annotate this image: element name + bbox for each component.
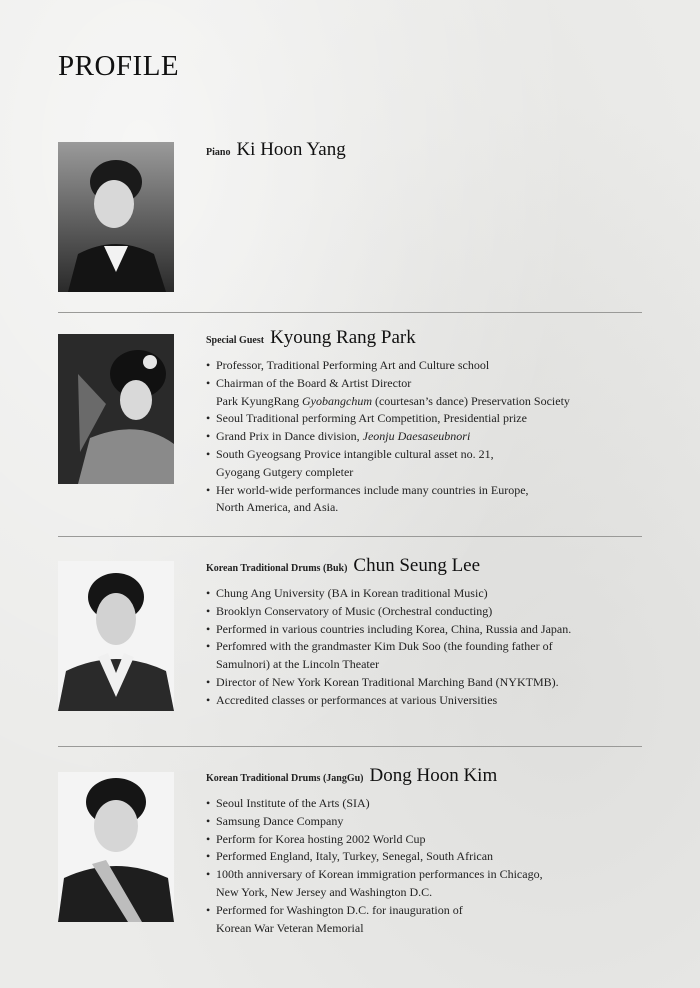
list-item: • South Gyeogsang Provice intangible cultural asset no. 21, Gyogang Gutgery completer	[206, 446, 646, 482]
portrait-photo-ki-hoon-yang	[58, 142, 174, 292]
list-item: • Performed England, Italy, Turkey, Senegal, South African	[206, 848, 646, 866]
list-item: • 100th anniversary of Korean immigration performances in Chicago, New York, New Jersey and Washington D.C.	[206, 866, 646, 902]
list-item: • Performed for Washington D.C. for inauguration of Korean War Veteran Memorial	[206, 902, 646, 938]
list-item: • Grand Prix in Dance division, Jeonju Daesaseubnori	[206, 428, 646, 446]
page-title: PROFILE	[58, 50, 180, 82]
list-item: • Chairman of the Board & Artist Director Park KyungRang Gyobangchum (courtesan’s dance) Preservation Society	[206, 375, 646, 411]
portrait-photo-chun-seung-lee	[58, 561, 174, 711]
profile-kyoung-rang-park	[206, 326, 646, 517]
credits-list	[206, 585, 646, 710]
person-name: Kyoung Rang Park	[270, 327, 416, 348]
credits-list	[206, 795, 646, 937]
role-label: Korean Traditional Drums (Buk)	[206, 563, 348, 574]
list-item: • Her world-wide performances include many countries in Europe, North America, and Asia.	[206, 482, 646, 518]
role-label: Special Guest	[206, 335, 265, 346]
credits-list	[206, 357, 646, 517]
list-item: • Seoul Institute of the Arts (SIA)	[206, 795, 646, 813]
person-name: Dong Hoon Kim	[369, 765, 498, 786]
portrait-photo-kyoung-rang-park	[58, 334, 174, 484]
section-divider	[58, 746, 642, 747]
list-item: • Perform for Korea hosting 2002 World Cup	[206, 831, 646, 849]
profile-ki-hoon-yang	[206, 138, 646, 165]
list-item: • Professor, Traditional Performing Art and Culture school	[206, 357, 646, 375]
list-item: • Brooklyn Conservatory of Music (Orchestral conducting)	[206, 603, 646, 621]
role-label: Korean Traditional Drums (JangGu)	[206, 773, 364, 784]
person-name: Ki Hoon Yang	[236, 139, 346, 160]
list-item: • Performed in various countries including Korea, China, Russia and Japan.	[206, 621, 646, 639]
person-name: Chun Seung Lee	[353, 555, 481, 576]
portrait-photo-dong-hoon-kim	[58, 772, 174, 922]
section-divider	[58, 536, 642, 537]
role-label: Piano	[206, 147, 231, 158]
list-item: • Seoul Traditional performing Art Competition, Presidential prize	[206, 410, 646, 428]
list-item: • Accredited classes or performances at various Universities	[206, 692, 646, 710]
section-divider	[58, 312, 642, 313]
list-item: • Director of New York Korean Traditional Marching Band (NYKTMB).	[206, 674, 646, 692]
list-item: • Perfomred with the grandmaster Kim Duk Soo (the founding father of Samulnori) at the Lincoln Theater	[206, 638, 646, 674]
list-item: • Samsung Dance Company	[206, 813, 646, 831]
profile-chun-seung-lee	[206, 554, 646, 710]
list-item: • Chung Ang University (BA in Korean traditional Music)	[206, 585, 646, 603]
profile-dong-hoon-kim	[206, 764, 646, 937]
